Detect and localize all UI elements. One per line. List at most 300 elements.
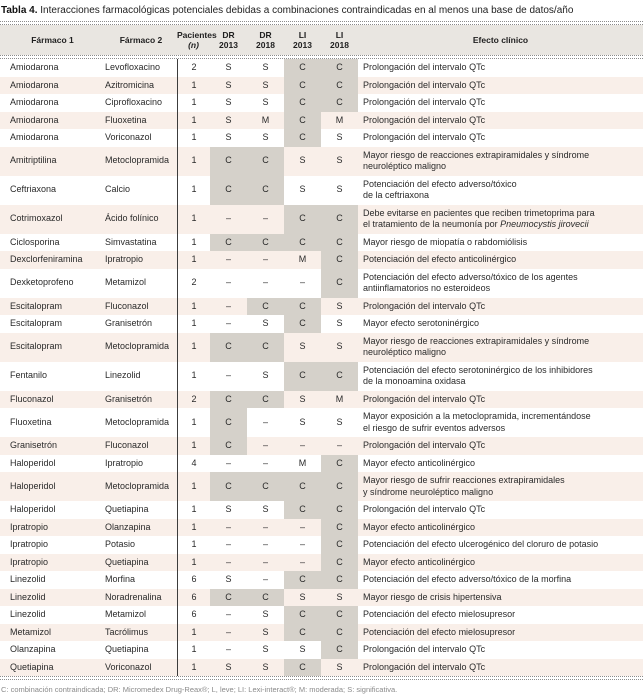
drug2-cell: Potasio bbox=[105, 539, 136, 549]
dr2018-cell: – bbox=[262, 521, 268, 532]
effect-text: Potenciación del efecto serotoninérgico de los inhibidores bbox=[363, 364, 593, 375]
li2013-cell: S bbox=[299, 393, 306, 404]
effect-line bbox=[363, 254, 635, 266]
dr2018-cell: S bbox=[262, 370, 269, 381]
table-row bbox=[0, 472, 643, 501]
effect-line bbox=[363, 62, 635, 74]
effect-cell bbox=[358, 333, 643, 362]
effect-cell bbox=[358, 437, 643, 455]
table-body bbox=[0, 59, 643, 676]
dr2013-cell: – bbox=[225, 213, 231, 224]
drug1-cell: Ipratropio bbox=[10, 539, 49, 549]
li2013-cell: C bbox=[284, 129, 321, 147]
effect-cell bbox=[358, 501, 643, 519]
li2013-cell: – bbox=[299, 440, 305, 450]
effect-line bbox=[363, 283, 635, 295]
li2018-cell: M bbox=[335, 393, 344, 404]
effect-line bbox=[363, 644, 635, 656]
li2018-cell: C bbox=[321, 519, 358, 537]
effect-text: Mayor exposición a la metoclopramida, incrementándose bbox=[363, 411, 591, 421]
dr2018-cell: S bbox=[262, 62, 269, 72]
table-title-text: Interacciones farmacológicas potenciales debidas a combinaciones contraindicadas en al menos una base de datos/año bbox=[37, 5, 574, 16]
effect-cell bbox=[358, 77, 643, 95]
column-header-efecto-clinico bbox=[358, 35, 643, 45]
drug1-cell: Haloperidol bbox=[10, 504, 56, 514]
table-footnote: C: combinación contraindicada; DR: Micromedex Drug-Reax®; L, leve; LI: Lexi-interact®; M: moderada; S: significativa. bbox=[1, 685, 398, 694]
drug1-cell: Ipratropio bbox=[10, 521, 49, 532]
patients-cell: 1 bbox=[177, 624, 210, 642]
effect-cell bbox=[358, 176, 643, 205]
li2013-cell: C bbox=[284, 571, 321, 589]
effect-cell bbox=[358, 536, 643, 554]
patients-cell: 1 bbox=[177, 298, 210, 316]
effect-cell bbox=[358, 362, 643, 391]
table-row bbox=[0, 554, 643, 572]
effect-line bbox=[363, 592, 635, 604]
effect-line bbox=[363, 179, 635, 191]
table-row bbox=[0, 176, 643, 205]
effect-line bbox=[363, 475, 635, 487]
patients-cell: 6 bbox=[177, 589, 210, 607]
dr2018-cell: S bbox=[262, 644, 269, 654]
effect-cell bbox=[358, 519, 643, 537]
li2013-cell: C bbox=[284, 362, 321, 391]
li2013-cell: C bbox=[284, 77, 321, 95]
effect-text: Potenciación del efecto adverso/tóxico de los agentes bbox=[363, 271, 578, 282]
effect-text: Prolongación del intervalo QTc bbox=[363, 114, 486, 125]
drug1-cell: Olanzapina bbox=[10, 644, 56, 654]
effect-line bbox=[363, 347, 635, 359]
drug1-cell: Cotrimoxazol bbox=[10, 213, 63, 224]
effect-cell bbox=[358, 391, 643, 409]
dr2018-cell: S bbox=[262, 79, 269, 90]
effect-text: Mayor efecto anticolinérgico bbox=[363, 521, 476, 532]
li2013-cell: C bbox=[284, 298, 321, 316]
li2013-cell: S bbox=[299, 591, 306, 602]
effect-text: de la ceftriaxona bbox=[363, 190, 430, 200]
table-row bbox=[0, 298, 643, 316]
effect-text: Prolongación del intervalo QTc bbox=[363, 504, 486, 514]
drug2-cell: Voriconazol bbox=[105, 132, 152, 142]
drug1-cell: Fluconazol bbox=[10, 393, 54, 404]
drug1-cell: Ceftriaxona bbox=[10, 184, 57, 195]
dr2018-cell: C bbox=[247, 333, 284, 362]
dr2018-cell: – bbox=[262, 457, 268, 468]
table-row bbox=[0, 519, 643, 537]
effect-line bbox=[363, 132, 635, 144]
li2018-cell: C bbox=[321, 536, 358, 554]
effect-line bbox=[363, 97, 635, 109]
patients-cell: 1 bbox=[177, 501, 210, 519]
effect-line bbox=[363, 557, 635, 569]
dr2013-cell: S bbox=[225, 132, 232, 142]
patients-cell: 2 bbox=[177, 391, 210, 409]
drug2-cell: Metoclopramida bbox=[105, 341, 170, 352]
li2018-cell: C bbox=[321, 624, 358, 642]
drug1-cell: Escitalopram bbox=[10, 341, 63, 352]
effect-cell bbox=[358, 606, 643, 624]
li2018-cell: C bbox=[321, 472, 358, 501]
table-title bbox=[0, 0, 643, 21]
effect-line bbox=[363, 440, 635, 452]
effect-text: Prolongación del intervalo QTc bbox=[363, 393, 486, 404]
effect-text: Potenciación del efecto adverso/tóxico de la morfina bbox=[363, 574, 572, 584]
drug2-cell: Ciprofloxacino bbox=[105, 97, 163, 107]
drug2-cell: Simvastatina bbox=[105, 236, 157, 247]
drug2-cell: Ácido folínico bbox=[105, 213, 159, 224]
drug2-cell: Quetiapina bbox=[105, 644, 149, 654]
effect-text: Potenciación del efecto adverso/tóxico bbox=[363, 178, 517, 189]
dr2013-cell: – bbox=[225, 277, 231, 288]
li2018-cell: S bbox=[336, 416, 343, 427]
dr2013-cell: – bbox=[225, 609, 231, 619]
dr2018-cell: S bbox=[262, 661, 269, 672]
column-header-dr-2018 bbox=[247, 30, 284, 50]
patients-cell: 1 bbox=[177, 519, 210, 537]
effect-cell bbox=[358, 641, 643, 659]
patients-cell: 6 bbox=[177, 571, 210, 589]
table-row bbox=[0, 77, 643, 95]
li2018-cell: C bbox=[321, 77, 358, 95]
li2013-cell: C bbox=[284, 59, 321, 77]
effect-line bbox=[363, 318, 635, 330]
table-row bbox=[0, 59, 643, 77]
effect-cell bbox=[358, 589, 643, 607]
table-row bbox=[0, 571, 643, 589]
table-row bbox=[0, 333, 643, 362]
effect-text: Mayor efecto anticolinérgico bbox=[363, 556, 476, 567]
patients-cell: 4 bbox=[177, 455, 210, 473]
drug1-cell: Fentanilo bbox=[10, 370, 48, 381]
dr2013-cell: C bbox=[210, 234, 247, 252]
column-header-label: DR bbox=[222, 30, 235, 40]
drug2-cell: Quetiapina bbox=[105, 556, 149, 567]
effect-line bbox=[363, 423, 635, 435]
li2013-cell: – bbox=[299, 521, 305, 532]
dr2018-cell: S bbox=[262, 132, 269, 142]
patients-cell: 1 bbox=[177, 659, 210, 677]
effect-cell bbox=[358, 59, 643, 77]
effect-line bbox=[363, 504, 635, 516]
dr2018-cell: – bbox=[262, 277, 268, 288]
dr2018-cell: – bbox=[262, 556, 268, 567]
drug2-cell: Olanzapina bbox=[105, 521, 151, 532]
drug2-cell: Levofloxacino bbox=[105, 62, 161, 72]
dr2018-cell: S bbox=[262, 97, 269, 107]
dr2018-cell: S bbox=[262, 318, 269, 328]
table-row bbox=[0, 624, 643, 642]
effect-text: y síndrome neuroléptico maligno bbox=[363, 486, 494, 497]
drug1-cell: Haloperidol bbox=[10, 457, 56, 468]
dr2013-cell: C bbox=[210, 437, 247, 455]
table-row bbox=[0, 659, 643, 677]
effect-cell bbox=[358, 659, 643, 677]
li2013-cell: M bbox=[298, 457, 307, 468]
effect-cell bbox=[358, 251, 643, 269]
dr2018-cell: – bbox=[262, 539, 268, 549]
dr2013-cell: C bbox=[210, 147, 247, 176]
patients-cell: 1 bbox=[177, 472, 210, 501]
effect-cell bbox=[358, 205, 643, 234]
dr2013-cell: S bbox=[225, 661, 232, 672]
effect-line bbox=[363, 609, 635, 621]
drug1-cell: Escitalopram bbox=[10, 300, 63, 311]
effect-text: Mayor efecto anticolinérgico bbox=[363, 457, 476, 468]
column-header-label: Fármaco 1 bbox=[31, 35, 74, 45]
li2018-cell: C bbox=[321, 455, 358, 473]
li2013-cell: C bbox=[284, 624, 321, 642]
drug1-cell: Dexclorfeniramina bbox=[10, 254, 83, 264]
patients-cell: 1 bbox=[177, 554, 210, 572]
table-row bbox=[0, 589, 643, 607]
li2013-cell: C bbox=[284, 112, 321, 130]
table-header bbox=[0, 25, 643, 55]
drug2-cell: Granisetrón bbox=[105, 393, 153, 404]
effect-line bbox=[363, 365, 635, 377]
effect-cell bbox=[358, 298, 643, 316]
effect-cell bbox=[358, 315, 643, 333]
effect-text: el riesgo de sufrir eventos adversos bbox=[363, 422, 506, 433]
effect-text: Mayor riesgo de reacciones extrapiramidales y síndrome bbox=[363, 149, 590, 160]
dr2018-cell: – bbox=[262, 440, 268, 450]
effect-line bbox=[363, 161, 635, 173]
column-header-li-2013 bbox=[284, 30, 321, 50]
effect-line bbox=[363, 336, 635, 348]
effect-text: Mayor riesgo de sufrir reacciones extrapiramidales bbox=[363, 475, 565, 485]
li2013-cell: – bbox=[299, 539, 305, 549]
patients-cell: 1 bbox=[177, 94, 210, 112]
drug2-cell: Fluoxetina bbox=[105, 114, 147, 125]
li2013-cell: S bbox=[299, 184, 306, 195]
drug1-cell: Haloperidol bbox=[10, 480, 56, 491]
effect-line bbox=[363, 150, 635, 162]
effect-text: Prolongación del intervalo QTc bbox=[363, 62, 486, 72]
li2018-cell: C bbox=[321, 606, 358, 624]
drug2-cell: Fluconazol bbox=[105, 300, 149, 311]
drug2-cell: Linezolid bbox=[105, 370, 141, 381]
li2013-cell: C bbox=[284, 315, 321, 333]
effect-text: Prolongación del intervalo QTc bbox=[363, 132, 486, 142]
dr2018-cell: S bbox=[262, 609, 269, 619]
patients-cell: 1 bbox=[177, 315, 210, 333]
li2013-cell: – bbox=[299, 277, 305, 288]
effect-text: Potenciación del efecto ulcerogénico del cloruro de potasio bbox=[363, 539, 599, 549]
drug2-cell: Calcio bbox=[105, 184, 131, 195]
column-header-dr-2013 bbox=[210, 30, 247, 50]
table-row bbox=[0, 362, 643, 391]
li2013-cell: S bbox=[299, 341, 306, 352]
effect-text: Mayor efecto serotoninérgico bbox=[363, 318, 480, 328]
effect-line bbox=[363, 411, 635, 423]
dr2018-cell: S bbox=[262, 504, 269, 514]
drug1-cell: Amiodarona bbox=[10, 62, 59, 72]
dr2013-cell: – bbox=[225, 300, 231, 311]
li2018-cell: C bbox=[321, 94, 358, 112]
li2013-cell: S bbox=[299, 644, 306, 654]
column-header-sublabel: (n) bbox=[188, 40, 199, 50]
effect-line bbox=[363, 80, 635, 92]
li2013-cell: C bbox=[284, 205, 321, 234]
dr2018-cell: – bbox=[262, 254, 268, 264]
dr2018-cell: C bbox=[247, 234, 284, 252]
li2018-cell: C bbox=[321, 234, 358, 252]
drug1-cell: Quetiapina bbox=[10, 661, 54, 672]
dr2013-cell: C bbox=[210, 589, 247, 607]
effect-cell bbox=[358, 234, 643, 252]
li2013-cell: S bbox=[299, 416, 306, 427]
table-row bbox=[0, 501, 643, 519]
li2013-cell: S bbox=[299, 155, 306, 166]
column-header-label: LI bbox=[335, 30, 344, 40]
drug1-cell: Amiodarona bbox=[10, 114, 59, 125]
column-header-label: Efecto clínico bbox=[472, 35, 529, 45]
effect-line bbox=[363, 394, 635, 406]
li2018-cell: C bbox=[321, 571, 358, 589]
table-row bbox=[0, 408, 643, 437]
effect-text: de la monoamina oxidasa bbox=[363, 376, 466, 386]
table-row bbox=[0, 112, 643, 130]
effect-text: el tratamiento de la neumonía por bbox=[363, 219, 501, 229]
li2018-cell: S bbox=[336, 132, 343, 142]
li2013-cell: C bbox=[284, 501, 321, 519]
drug1-cell: Ipratropio bbox=[10, 556, 49, 567]
table-row bbox=[0, 606, 643, 624]
column-header-sublabel: 2013 bbox=[293, 40, 312, 50]
li2018-cell: C bbox=[321, 362, 358, 391]
table-row bbox=[0, 315, 643, 333]
drug1-cell: Dexketoprofeno bbox=[10, 277, 74, 288]
effect-cell bbox=[358, 624, 643, 642]
table-row bbox=[0, 205, 643, 234]
effect-cell bbox=[358, 455, 643, 473]
li2018-cell: S bbox=[336, 300, 343, 311]
effect-line bbox=[363, 487, 635, 499]
effect-line bbox=[363, 301, 635, 313]
patients-cell: 6 bbox=[177, 606, 210, 624]
column-header-farmaco2 bbox=[105, 35, 177, 45]
drug1-cell: Metamizol bbox=[10, 626, 52, 637]
drug1-cell: Linezolid bbox=[10, 574, 46, 584]
drug2-cell: Metoclopramida bbox=[105, 480, 170, 491]
dr2013-cell: – bbox=[225, 626, 231, 637]
li2013-cell: C bbox=[284, 606, 321, 624]
li2018-cell: C bbox=[321, 554, 358, 572]
table-row bbox=[0, 641, 643, 659]
table-number-label: Tabla 4. bbox=[1, 5, 38, 16]
table-row bbox=[0, 251, 643, 269]
effect-text: Prolongación del intervalo QTc bbox=[363, 440, 486, 450]
li2018-cell: S bbox=[336, 661, 343, 672]
drug2-cell: Ipratropio bbox=[105, 254, 144, 264]
drug2-cell: Metoclopramida bbox=[105, 155, 170, 166]
dr2018-cell: C bbox=[247, 176, 284, 205]
dr2018-cell: C bbox=[247, 147, 284, 176]
patients-cell: 1 bbox=[177, 176, 210, 205]
dr2013-cell: S bbox=[225, 62, 232, 72]
table-row bbox=[0, 234, 643, 252]
effect-cell bbox=[358, 554, 643, 572]
drug1-cell: Amitriptilina bbox=[10, 155, 57, 166]
effect-text: Prolongación del intervalo QTc bbox=[363, 300, 486, 311]
effect-text: Prolongación del intervalo QTc bbox=[363, 79, 486, 90]
dr2013-cell: C bbox=[210, 333, 247, 362]
drug2-cell: Tacrólimus bbox=[105, 626, 149, 637]
dr2018-cell: S bbox=[262, 626, 269, 637]
drug1-cell: Amiodarona bbox=[10, 97, 59, 107]
li2018-cell: S bbox=[336, 341, 343, 352]
effect-text: Debe evitarse en pacientes que reciben trimetoprima para bbox=[363, 207, 595, 218]
li2018-cell: C bbox=[321, 269, 358, 298]
li2018-cell: C bbox=[321, 251, 358, 269]
dr2018-cell: C bbox=[247, 472, 284, 501]
patients-cell: 1 bbox=[177, 147, 210, 176]
patients-cell: 1 bbox=[177, 536, 210, 554]
effect-text: neuroléptico maligno bbox=[363, 161, 447, 171]
effect-text: Prolongación del intervalo QTc bbox=[363, 661, 486, 672]
dr2013-cell: S bbox=[225, 114, 232, 125]
li2013-cell: M bbox=[298, 254, 307, 264]
dr2018-cell: – bbox=[262, 213, 268, 224]
drug1-cell: Escitalopram bbox=[10, 318, 63, 328]
dr2013-cell: – bbox=[225, 370, 231, 381]
patients-cell: 1 bbox=[177, 251, 210, 269]
effect-line bbox=[363, 574, 635, 586]
effect-line bbox=[363, 237, 635, 249]
li2013-cell: C bbox=[284, 94, 321, 112]
table-row bbox=[0, 536, 643, 554]
drug2-cell: Metamizol bbox=[105, 609, 147, 619]
effect-text: antiinflamatorios no esteroideos bbox=[363, 283, 491, 293]
dr2018-cell: – bbox=[262, 574, 268, 584]
dr2013-cell: C bbox=[210, 408, 247, 437]
effect-text: Mayor riesgo de reacciones extrapiramidales y síndrome bbox=[363, 335, 590, 346]
patients-cell: 1 bbox=[177, 112, 210, 130]
column-header-sublabel: 2018 bbox=[330, 40, 349, 50]
li2013-cell: C bbox=[284, 472, 321, 501]
dr2013-cell: – bbox=[225, 254, 231, 264]
li2018-cell: C bbox=[321, 205, 358, 234]
effect-text: Potenciación del efecto anticolinérgico bbox=[363, 254, 517, 264]
effect-text-italic: Pneumocystis jirovecii bbox=[500, 219, 589, 229]
dr2013-cell: S bbox=[225, 504, 232, 514]
li2013-cell: – bbox=[299, 556, 305, 567]
drug1-cell: Amiodarona bbox=[10, 79, 59, 90]
patients-cell: 1 bbox=[177, 77, 210, 95]
dr2013-cell: C bbox=[210, 391, 247, 409]
effect-cell bbox=[358, 147, 643, 176]
drug2-cell: Fluconazol bbox=[105, 440, 149, 450]
dr2013-cell: – bbox=[225, 556, 231, 567]
drug1-cell: Granisetrón bbox=[10, 440, 58, 450]
effect-text: Potenciación del efecto mielosupresor bbox=[363, 609, 516, 619]
dr2013-cell: C bbox=[210, 176, 247, 205]
column-header-pacientes bbox=[177, 30, 217, 50]
patients-cell: 1 bbox=[177, 129, 210, 147]
li2018-cell: S bbox=[336, 184, 343, 195]
li2013-cell: C bbox=[284, 659, 321, 677]
column-header-farmaco1 bbox=[0, 35, 105, 45]
table-row bbox=[0, 129, 643, 147]
column-header-sublabel: 2018 bbox=[256, 40, 275, 50]
li2018-cell: – bbox=[336, 440, 342, 450]
dr2013-cell: C bbox=[210, 472, 247, 501]
dr2018-cell: – bbox=[262, 416, 268, 427]
effect-cell bbox=[358, 269, 643, 298]
table-row bbox=[0, 269, 643, 298]
effect-text: Mayor riesgo de miopatía o rabdomiólisis bbox=[363, 236, 528, 247]
effect-line bbox=[363, 208, 635, 220]
effect-cell bbox=[358, 94, 643, 112]
